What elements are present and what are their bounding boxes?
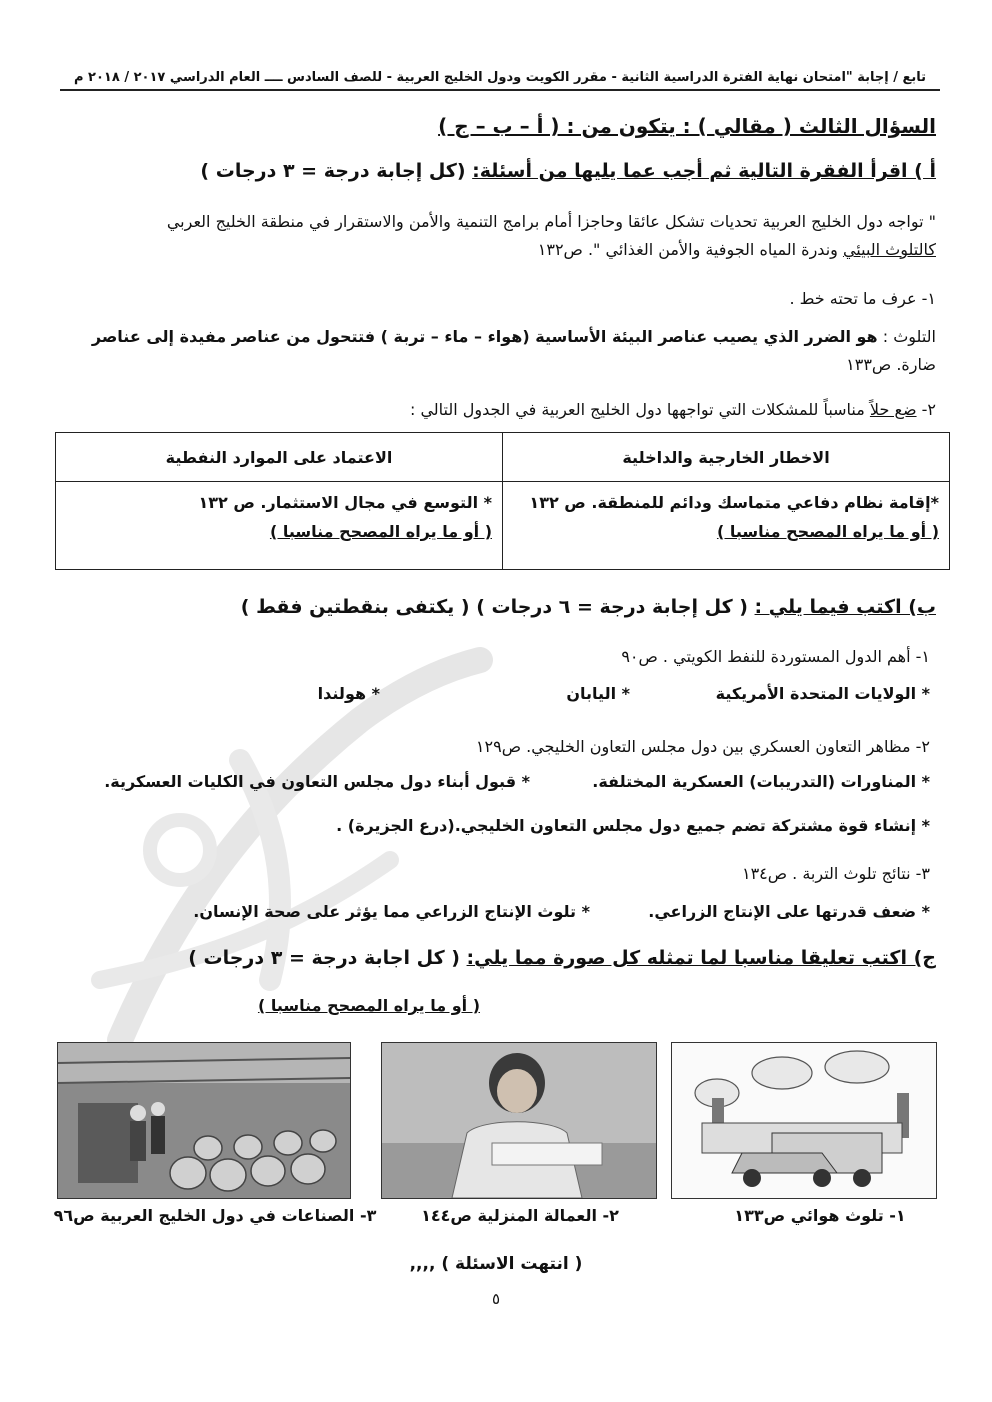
paragraph-line-2 xyxy=(60,236,936,264)
factory-photo xyxy=(57,1042,351,1199)
part-c-title-main: ج) اكتب تعليقا مناسبا لما تمثله كل صورة مما يلي: xyxy=(466,947,936,969)
q2-prefix: ٢- xyxy=(916,400,936,419)
table-header-cell: الاعتماد على الموارد النفطية xyxy=(56,433,503,482)
paragraph-line-2-rest: وندرة المياه الجوفية والأمن الغذائي ". ص١٣٢ xyxy=(537,240,843,259)
end-of-questions: ( انتهت الاسئلة ) ,,,, xyxy=(409,1254,583,1274)
answer-item: * هولندا xyxy=(317,684,380,703)
answer-item: * إنشاء قوة مشتركة تضم جميع دول مجلس التعاون الخليجي.(درع الجزيرة) . xyxy=(336,816,930,835)
part-a-paragraph xyxy=(60,208,936,264)
answer-item: * قبول أبناء دول مجلس التعاون في الكليات العسكرية. xyxy=(104,772,530,791)
photo-caption-3: ٣- الصناعات في دول الخليج العربية ص٩٦ xyxy=(53,1206,377,1225)
table-note: ( أو ما يراه المصحح مناسبا ) xyxy=(716,522,939,541)
part-a-title xyxy=(200,160,936,182)
part-b-q1: ١- أهم الدول المستوردة للنفط الكويتي . ص٩٠ xyxy=(621,647,930,666)
part-b-q2: ٢- مظاهر التعاون العسكري بين دول مجلس التعاون الخليجي. ص١٢٩ xyxy=(475,737,930,756)
part-b-a2-line2 xyxy=(60,816,930,835)
part-a-a1 xyxy=(60,323,936,379)
answer-item: * الولايات المتحدة الأمريكية xyxy=(715,684,930,703)
table-cell xyxy=(56,482,503,570)
table-header-row xyxy=(56,433,950,482)
page-number: ٥ xyxy=(491,1290,501,1308)
q2-underlined: ضع حلاً xyxy=(869,400,917,419)
a1-line-2: ضارة. ص١٣٣ xyxy=(846,355,936,374)
part-b-a2-row xyxy=(60,772,930,791)
q2-rest: مناسباً للمشكلات التي تواجهها دول الخليج العربية في الجدول التالي : xyxy=(409,400,870,419)
photo-caption-2: ٢- العمالة المنزلية ص١٤٤ xyxy=(421,1206,619,1225)
exam-header: تابع / إجابة "امتحان نهاية الفترة الدراسية الثانية - مقرر الكويت ودول الخليج العربية - للصف السادس ــــ العام الدراسي ٢٠١٧ / ٢٠١٨ م xyxy=(60,70,940,91)
a1-definition: هو الضرر الذي يصيب عناصر البيئة الأساسية (هواء – ماء – تربة ) فتتحول من عناصر مفيدة إلى عناصر xyxy=(91,327,878,346)
part-b-a3-row xyxy=(60,902,930,921)
solutions-table xyxy=(55,432,950,570)
part-a-q2 xyxy=(410,396,936,424)
part-a-q1: ١- عرف ما تحته خط . xyxy=(789,289,936,308)
part-b-title-main: ب) اكتب فيما يلي : xyxy=(754,596,936,618)
air-pollution-photo xyxy=(671,1042,937,1199)
answer-item: * تلوث الإنتاج الزراعي مما يؤثر على صحة الإنسان. xyxy=(193,902,590,921)
question-title: السؤال الثالث ( مقالي ) : يتكون من : ( أ – ب – ج ) xyxy=(438,114,936,138)
part-b-title-grade: ( كل إجابة درجة = ٦ درجات ) ( يكتفى بنقطتين فقط ) xyxy=(240,596,755,618)
table-answer: * التوسع في مجال الاستثمار. ص ١٣٢ xyxy=(198,493,492,512)
part-c-note: ( أو ما يراه المصحح مناسبا ) xyxy=(257,996,480,1015)
table-note: ( أو ما يراه المصحح مناسبا ) xyxy=(269,522,492,541)
answer-item: * ضعف قدرتها على الإنتاج الزراعي. xyxy=(648,902,930,921)
part-a-title-main: أ ) اقرأ الفقرة التالية ثم أجب عما يليها من أسئلة: xyxy=(472,160,936,182)
answer-item: * اليابان xyxy=(566,684,630,703)
paragraph-line-1: " تواجه دول الخليج العربية تحديات تشكل عائقا وحاجزا أمام برامج التنمية والأمن والاستقرار في منطقة الخليج العربي xyxy=(166,212,936,231)
photo-caption-1: ١- تلوث هوائي ص١٣٣ xyxy=(734,1206,906,1225)
part-c-title-grade: ( كل اجابة درجة = ٣ درجات ) xyxy=(188,947,467,969)
part-c-title xyxy=(188,947,936,969)
part-b-a1-row xyxy=(60,684,930,703)
table-cell xyxy=(503,482,950,570)
paragraph-underlined-term: كالتلوث البيئي xyxy=(842,240,936,259)
table-row xyxy=(56,482,950,570)
a1-label: التلوث : xyxy=(877,327,936,346)
table-answer: *إقامة نظام دفاعي متماسك ودائم للمنطقة. ص ١٣٢ xyxy=(529,493,939,512)
part-a-title-grade: (كل إجابة درجة = ٣ درجات ) xyxy=(200,160,473,182)
part-b-title xyxy=(241,596,936,618)
table-header-cell: الاخطار الخارجية والداخلية xyxy=(503,433,950,482)
answer-item: * المناورات (التدريبات) العسكرية المختلفة. xyxy=(592,772,930,791)
domestic-worker-photo xyxy=(381,1042,657,1199)
part-b-q3: ٣- نتائج تلوث التربة . ص١٣٤ xyxy=(741,864,930,883)
